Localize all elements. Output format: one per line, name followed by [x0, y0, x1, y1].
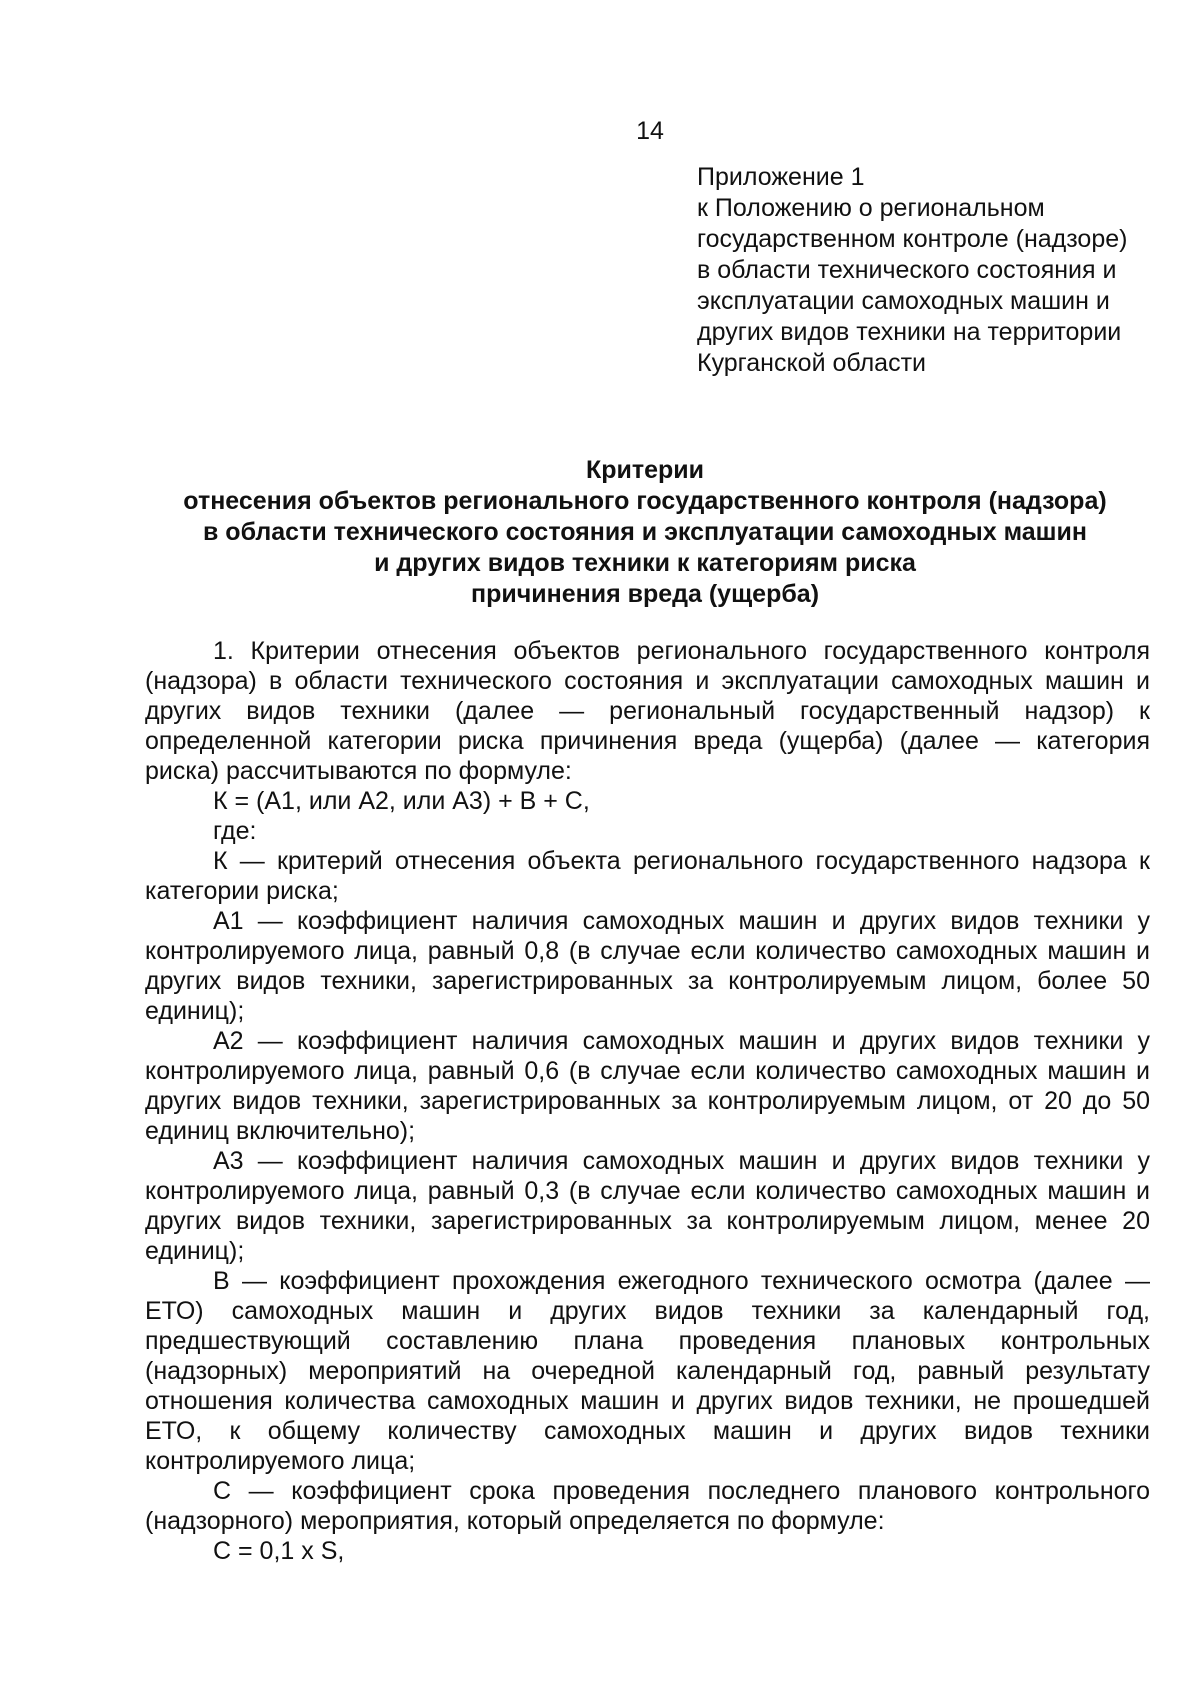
- definition-a2: А2 — коэффициент наличия самоходных машин и других видов техники у контролируемого лица, равный 0,6 (в случае если количество самоходных машин и других видов техники, зарегистрированных за контролируемым лицом, от 20 до 50 единиц включительно);: [145, 1027, 1150, 1145]
- formula-c: С = 0,1 х S,: [213, 1537, 345, 1565]
- title-line: причинения вреда (ущерба): [470, 580, 820, 608]
- title-line: и других видов техники к категориям риска: [374, 549, 916, 577]
- definition-b: В — коэффициент прохождения ежегодного технического осмотра (далее — ЕТО) самоходных машин и других видов техники за календарный год, предшествующий составлению плана проведения плановых контрольных (надзорных) мероприятий на очередной календарный год, равный результату отношения количества самоходных машин и других видов техники, не прошедшей ЕТО, к общему количеству самоходных машин и других видов техники контролируемого лица;: [145, 1267, 1150, 1475]
- appendix-line: других видов техники на территории: [697, 318, 1122, 346]
- appendix-line: к Положению о региональном: [697, 194, 1045, 222]
- appendix-header: [697, 162, 1177, 379]
- appendix-line: государственном контроле (надзоре): [697, 225, 1128, 253]
- appendix-line: Приложение 1: [697, 163, 865, 191]
- where-label: где:: [213, 817, 257, 845]
- document-title: [140, 455, 1150, 610]
- definition-a3: А3 — коэффициент наличия самоходных машин и других видов техники у контролируемого лица, равный 0,3 (в случае если количество самоходных машин и других видов техники, зарегистрированных за контролируемым лицом, менее 20 единиц);: [145, 1147, 1150, 1265]
- page-number: 14: [636, 117, 664, 145]
- appendix-line: в области технического состояния и: [697, 256, 1117, 284]
- paragraph-criteria-intro: 1. Критерии отнесения объектов регионального государственного контроля (надзора) в области технического состояния и эксплуатации самоходных машин и других видов техники (далее — региональный государственный надзор) к определенной категории риска причинения вреда (ущерба) (далее — категория риска) рассчитываются по формуле:: [145, 637, 1150, 785]
- title-line: отнесения объектов регионального государственного контроля (надзора): [183, 487, 1107, 515]
- definition-c: С — коэффициент срока проведения последнего планового контрольного (надзорного) мероприятия, который определяется по формуле:: [145, 1477, 1150, 1535]
- title-line: Критерии: [585, 456, 705, 484]
- document-body: [145, 636, 1150, 1566]
- formula-k: К = (А1, или А2, или А3) + В + С,: [213, 787, 590, 815]
- definition-k: К — критерий отнесения объекта регионального государственного надзора к категории риска;: [145, 847, 1150, 905]
- title-line: в области технического состояния и эксплуатации самоходных машин: [202, 518, 1087, 546]
- appendix-line: Курганской области: [697, 349, 927, 377]
- appendix-line: эксплуатации самоходных машин и: [697, 287, 1110, 315]
- definition-a1: А1 — коэффициент наличия самоходных машин и других видов техники у контролируемого лица, равный 0,8 (в случае если количество самоходных машин и других видов техники, зарегистрированных за контролируемым лицом, более 50 единиц);: [145, 907, 1150, 1025]
